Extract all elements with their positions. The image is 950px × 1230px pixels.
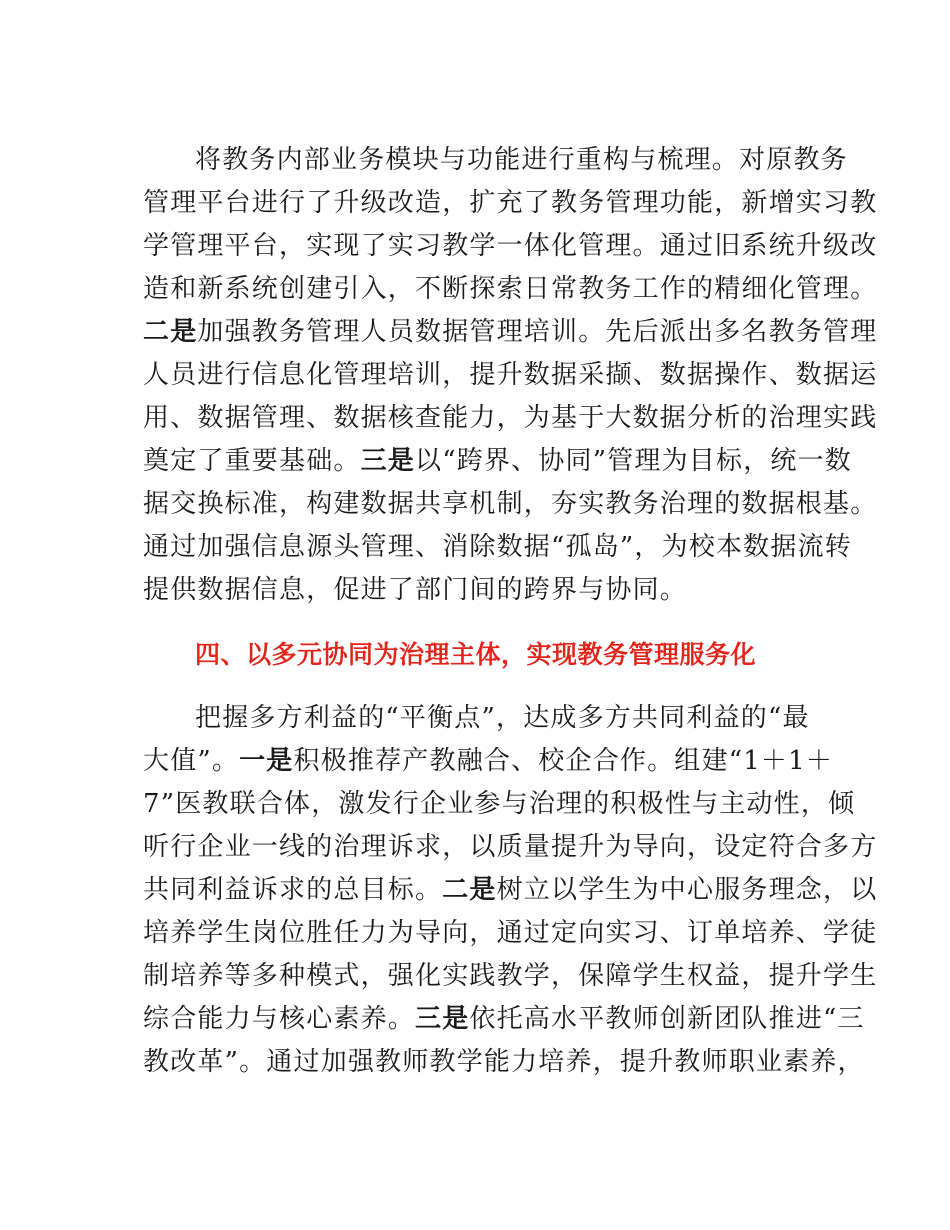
paragraph-line: 人员进行信息化管理培训，提升数据采撷、数据操作、数据运 [143, 360, 878, 390]
emphasis-label: 三是 [360, 446, 416, 476]
paragraph-line: 用、数据管理、数据核查能力，为基于大数据分析的治理实践 [143, 403, 878, 433]
emphasis-label: 一是 [239, 746, 294, 776]
emphasis-label: 二是 [442, 875, 497, 905]
paragraph-line: 将教务内部业务模块与功能进行重构与梳理。对原教务 [195, 145, 848, 175]
section-heading: 四、以多元协同为治理主体，实现教务管理服务化 [195, 640, 757, 669]
emphasis-label: 二是 [143, 317, 198, 347]
paragraph-line: 造和新系统创建引入，不断探索日常教务工作的精细化管理。 [143, 274, 878, 304]
paragraph-line: 奠定了重要基础。三是以“跨界、协同”管理为目标，统一数 [143, 446, 852, 476]
paragraph-line: 通过加强信息源头管理、消除数据“孤岛”，为校本数据流转 [143, 532, 852, 562]
paragraph-line: 教改革”。通过加强教师教学能力培养，提升教师职业素养， [143, 1047, 865, 1077]
paragraph-line: 提供数据信息，促进了部门间的跨界与协同。 [143, 575, 688, 605]
emphasis-label: 三是 [415, 1004, 470, 1034]
paragraph-line: 听行企业一线的治理诉求，以质量提升为导向，设定符合多方 [143, 832, 878, 862]
paragraph-line: 二是加强教务管理人员数据管理培训。先后派出多名教务管理 [143, 317, 878, 347]
paragraph-line: 培养学生岗位胜任力为导向，通过定向实习、订单培养、学徒 [143, 918, 878, 948]
paragraph-line: 制培养等多种模式，强化实践教学，保障学生权益，提升学生 [143, 961, 878, 991]
paragraph-line: 管理平台进行了升级改造，扩充了教务管理功能，新增实习教 [143, 188, 878, 218]
paragraph-line: 学管理平台，实现了实习教学一体化管理。通过旧系统升级改 [143, 231, 878, 261]
paragraph-line: 综合能力与核心素养。三是依托高水平教师创新团队推进“三 [143, 1004, 865, 1034]
paragraph-line: 共同利益诉求的总目标。二是树立以学生为中心服务理念，以 [143, 875, 878, 905]
paragraph-line: 大值”。一是积极推荐产教融合、校企合作。组建“1＋1＋ [143, 746, 834, 776]
paragraph-line: 据交换标准，构建数据共享机制，夯实教务治理的数据根基。 [143, 489, 878, 519]
paragraph-line: 把握多方利益的“平衡点”，达成多方共同利益的“最 [195, 703, 810, 733]
paragraph-line: 7”医教联合体，激发行企业参与治理的积极性与主动性，倾 [143, 789, 856, 819]
